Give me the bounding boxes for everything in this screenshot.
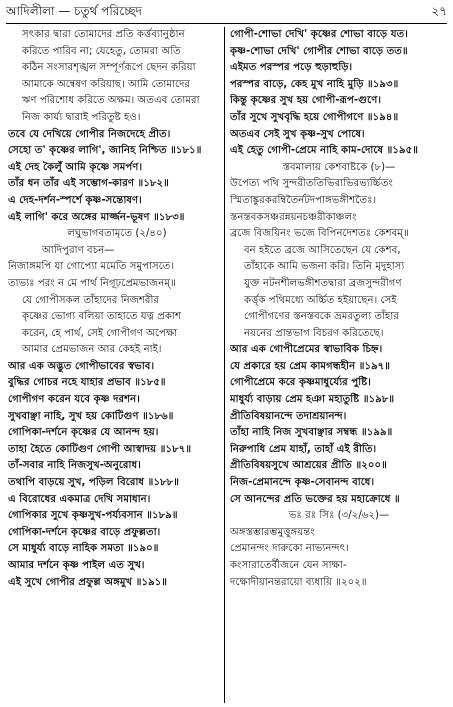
text-line: উপেত্য পথি সুন্দরীততিভিরাভিরভ্যর্চ্চিতং (230, 178, 393, 190)
text-line: গোপী-শোভা দেখি' কৃষ্ণের শোভা বাড়ে যত। (230, 29, 408, 40)
text-line: গোপীপ্রেমে করে কৃষ্ণমাধুর্য্যের পুষ্টি। (230, 377, 371, 389)
text-line: সেহো ত' কৃষ্ণের লাগি', জানিহ নিশ্চিত ॥১৮১॥ (8, 145, 202, 157)
text-line: দক্ষোদীয়ানন্তরায়ো ব্যধায়ি ॥২০২॥ (230, 576, 367, 588)
text-line: সুখবাঞ্ছা নাহি, সুখ হয় কোটিগুণ ॥১৮৬॥ (8, 410, 174, 422)
text-line: তাঁ-সবার নাহি নিজসুখ-অনুরোধ। (8, 460, 141, 472)
text-line: অতএব সেই সুখ কৃষ্ণ-সুখ পোষে। (230, 128, 365, 140)
text-line: গোপিকা-দর্শনে কৃষ্ণের বাড়ে প্রফুল্লতা। (8, 526, 161, 538)
text-line: তাঁহা নাহি নিজ সুখবাঞ্ছার সম্বন্ধ ॥১৯৯॥ (230, 427, 393, 439)
text-line: কৃষ্ণের ভোগ্য বলিয়া তাহাতে যত্ন প্রকাশ (22, 311, 182, 323)
text-line: এইমত পরস্পর পড়ে হুড়াহুড়ি। (230, 62, 353, 74)
text-line: গোপীগণ করেন যবে কৃষ্ণ দরশন। (8, 394, 140, 406)
right-column (230, 27, 448, 591)
text-line: প্রীতিবিষয়ানন্দে তদাশ্রয়ানন্দ। (230, 410, 347, 422)
page-header (6, 3, 447, 24)
text-line: এই দেহ কৈলুঁ আমি কৃষ্ণে সমর্পণ। (8, 161, 143, 173)
text-line: সৎকার দ্বারা তোমাদের প্রতি কর্ত্তব্যানুষ্ঠান (22, 29, 185, 40)
text-line: আমাকে অন্বেষণ করিয়াছ। আমি তোমাদের (22, 78, 191, 90)
text-line: স্তনস্তবকসঞ্চরন্নয়নচঞ্চরীকাঞ্চলং (230, 211, 357, 223)
text-line: লঘুভাগবতামৃতে (২/৪০) (67, 228, 167, 240)
text-line: যুক্ত নটনশীলভঙ্গীশতদ্বারা ব্রজসুন্দরীগণ (244, 277, 402, 289)
text-line: তথাপি বাড়য়ে সুখ, পড়িল বিরোধ ॥১৮৮॥ (8, 477, 180, 489)
text-line: এ দেহ-দর্শন-স্পর্শে কৃষ্ণ-সন্তোষণ। (8, 194, 142, 206)
page-number: ২৭ (431, 4, 447, 18)
text-line: বন হইতে ব্রজে আসিতেছেন যে কেশব, (244, 244, 401, 256)
text-line: নিজাঙ্গমপি যা গোপ্যো মমেতি সমুপাসতে। (8, 261, 175, 273)
text-line: আর এক অদ্ভুত গোপীভাবের স্বভাব। (8, 360, 155, 372)
text-line: ভঃ রঃ সিঃ (৩/২/৬২)— (288, 510, 390, 522)
text-line: তাঁর ধন তাঁর এই সম্ভোগ-কারণ ॥১৮২॥ (8, 178, 169, 190)
text-line: নিজ কার্য্য দ্বারাই পরিতুষ্ট হও। (22, 111, 141, 123)
text-line: আমার প্রেমভাজন আর কেহই নাই। (22, 344, 162, 356)
text-line: সে আনন্দের প্রতি ভক্তের হয় মহাক্রোধে ॥ (230, 493, 400, 505)
text-line: এ বিরোধের একমাত্র দেখি সমাধান। (8, 493, 151, 505)
text-line: কিন্তু কৃষ্ণের সুখ হয় গোপী-রূপ-গুণে। (230, 95, 382, 107)
text-line: এই হেতু গোপী-প্রেমে নাহি কাম-দোষে ॥১৯৫॥ (230, 145, 418, 157)
column-divider (224, 27, 225, 703)
text-line: ঋণ পরিশোধ করিতে অক্ষম। অতএব তোমরা (22, 95, 200, 107)
text-line: মাধুর্য্য বাড়ায় প্রেম হঞা মহাতুষ্টি ॥১৯৮॥ (230, 394, 395, 406)
text-line: স্মিতাঙ্কুরকরম্বিতৈর্নটদপাঙ্গভঙ্গীশতৈঃ। (230, 194, 377, 206)
text-line: এই সুখে গোপীর প্রফুল্ল অঙ্গমুখ ॥১৯১॥ (8, 576, 168, 588)
text-line: গোপিকার সুখে কৃষ্ণসুখ-পর্য্যবসান ॥১৮৯॥ (8, 510, 178, 522)
text-line: তাহা হৈতে কোটিগুণ গোপী আস্বাদয় ॥১৮৭॥ (8, 443, 192, 455)
text-line: স্তবমালায় কেশবাষ্টকে (৮)— (282, 161, 396, 173)
text-line: আর এক গোপীপ্রেমের স্বাভাবিক চিহ্ন। (230, 344, 383, 356)
running-title: আদিলীলা — চতুর্থ পরিচ্ছেদ (6, 4, 142, 18)
text-line: যে গোপীসকল তাঁহাদের নিজশরীর (22, 294, 159, 306)
text-line: করেন, হে পার্থ, সেই গোপীগণ অপেক্ষা (22, 327, 178, 339)
text-line: করিতে পারিব না; যেহেতু, তোমরা অতি (22, 45, 181, 57)
text-line: নিরুপাধি প্রেম যাহাঁ, তাহাঁ এই রীতি। (230, 443, 377, 455)
text-line: আদিপুরাণ বচন— (42, 244, 115, 256)
text-line: ব্রজে বিজয়িনং ভজে বিপিনদেশতঃ কেশবম্॥ (230, 228, 409, 240)
text-line: তাভ্যঃ পরং ন মে পার্থ নিগূঢ়প্রেমভাজনম্॥ (8, 277, 176, 289)
text-line: কংসারাতের্বীজনে যেন সাক্ষা- (230, 560, 347, 571)
text-line: কঠিন সংসারশৃঙ্খল সম্পূর্ণরূপে ছেদন করিয়া (22, 62, 196, 74)
text-line: নয়নের প্রান্তভাগ বিচরণ করিতেছে। (244, 327, 384, 339)
text-line: প্রীতিবিষয়সুখে আশ্রয়ের প্রীতি ॥২০০॥ (230, 460, 387, 472)
text-line: এই লাগি' করে অঙ্গের মার্জ্জন-ভূষণ ॥১৮৩॥ (8, 211, 185, 223)
text-line: কর্ত্তৃক পথিমধ্যে অর্চ্চিত হইয়াছেন। সেই (244, 294, 397, 306)
text-line: কৃষ্ণ-শোভা দেখি' গোপীর শোভা বাড়ে তত॥ (230, 45, 408, 57)
text-line: পরস্পর বাড়ে, কেহ মুখ নাহি মুড়ি ॥১৯৩॥ (230, 78, 399, 90)
text-line: বুদ্ধির গোচর নহে যাহার প্রভাব ॥১৮৫॥ (8, 377, 166, 389)
text-line: তাঁর সুখে সুখবৃদ্ধি হয়ে গোপীগণে ॥১৯৪॥ (230, 111, 399, 123)
text-line: অঙ্গস্তম্ভারম্ভমুত্তুঙ্গয়ন্তং (230, 526, 315, 538)
text-line: যে প্রকারে হয় প্রেম কামগন্ধহীন ॥১৯৭॥ (230, 360, 391, 372)
text-line: প্রেমানন্দং দারুকো নাভ্যনন্দৎ। (230, 543, 349, 555)
text-line: সে মাধুর্য্য বাড়ে নাহিক সমতা ॥১৯০॥ (8, 543, 159, 555)
text-line: তবে যে দেখিয়ে গোপীর নিজদেহে প্রীত। (8, 128, 171, 140)
text-line: গোপীগণের স্তনস্তবকে ভ্রমরতুল্য তাঁহার (244, 311, 399, 323)
left-column (8, 27, 226, 591)
text-line: আমার দর্শনে কৃষ্ণ পাইল এত সুখ। (8, 560, 145, 571)
text-line: গোপিকা-দর্শনে কৃষ্ণের যে আনন্দ হয়। (8, 427, 159, 439)
text-line: নিজ-প্রেমানন্দে কৃষ্ণ-সেবানন্দ বাধে। (230, 477, 375, 489)
text-line: তাঁহাকে আমি ভজনা করি। তিনি মৃদুহাস্য (244, 261, 405, 273)
